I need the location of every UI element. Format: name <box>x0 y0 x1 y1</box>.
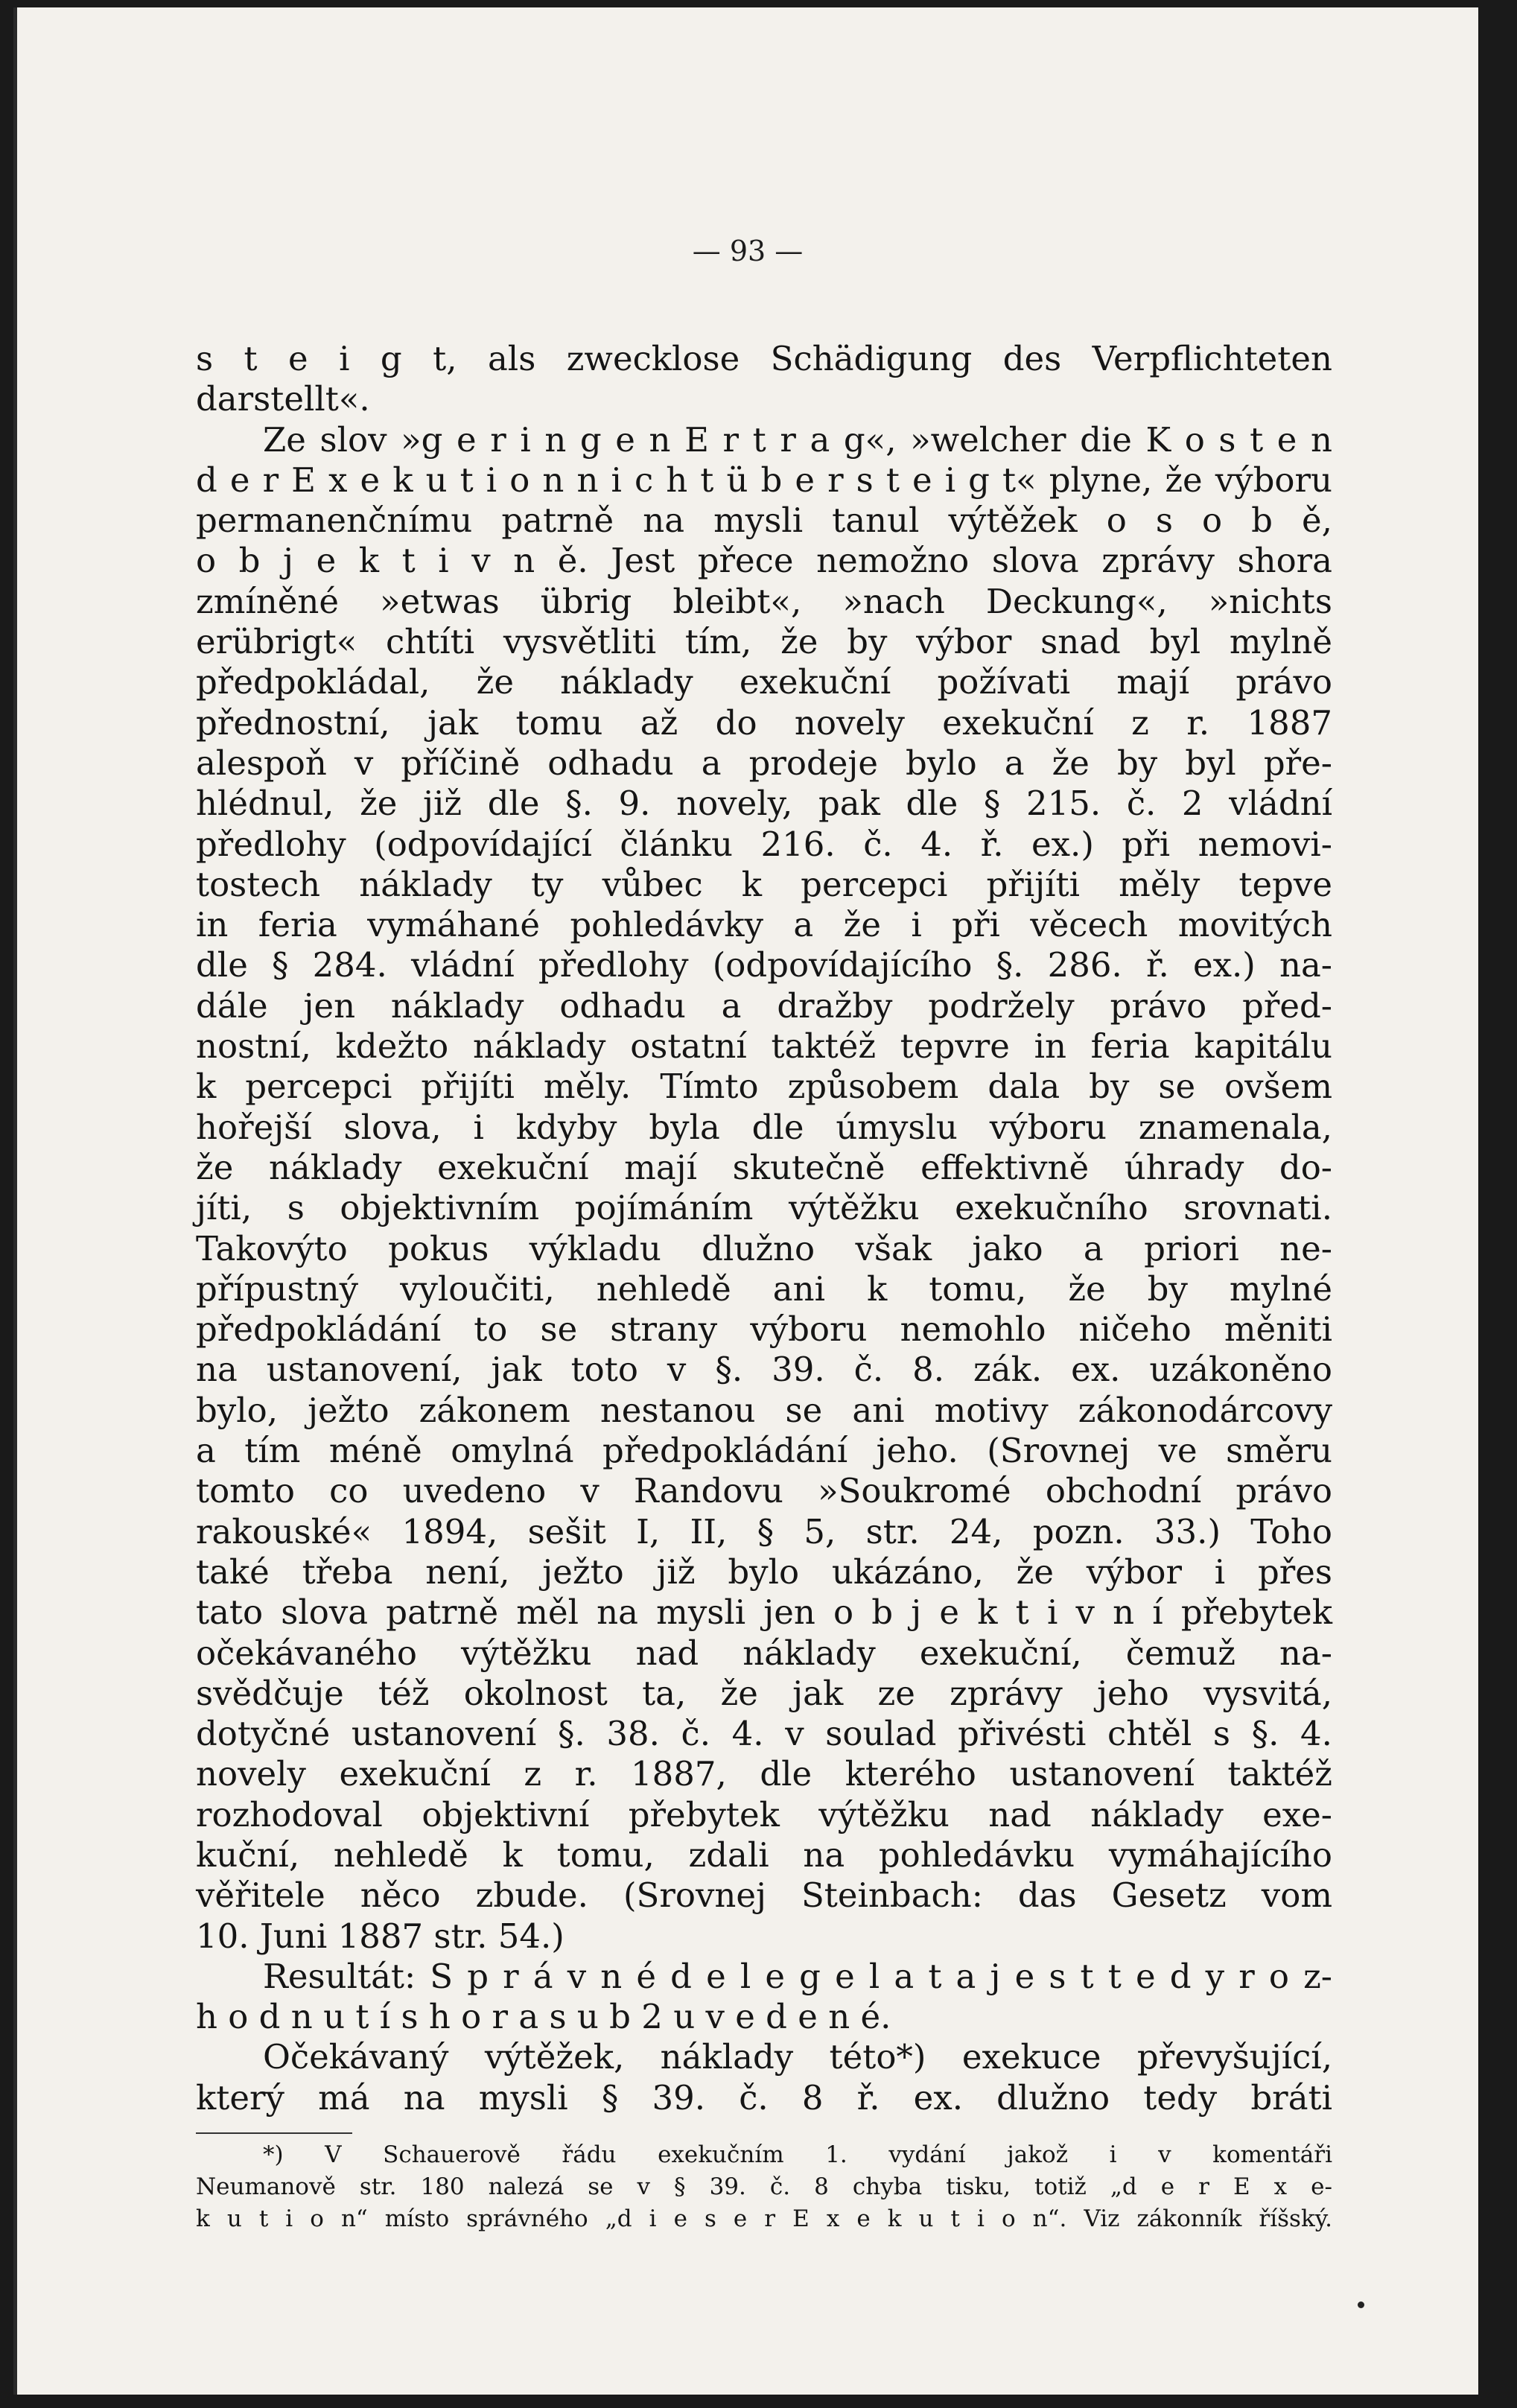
text-line: předlohy (odpovídající článku 216. č. 4. ř. ex.) při nemovi- <box>196 824 1332 864</box>
text-line: přednostní, jak tomu až do novely exekuční z r. 1887 <box>196 702 1332 743</box>
text-line: permanenčnímu patrně na mysli tanul výtěžek o s o b ě, <box>196 501 1332 541</box>
text-line: s t e i g t, als zwecklose Schädigung des Verpflichteten <box>196 339 1332 378</box>
text-line: 10. Juni 1887 str. 54.) <box>196 1916 564 1956</box>
text-line: dále jen náklady odhadu a dražby podržely právo před- <box>196 985 1332 1026</box>
text-line: jíti, s objektivním pojímáním výtěžku exekučního srovnati. <box>196 1188 1332 1228</box>
text-line: zmíněné »etwas übrig bleibt«, »nach Deckung«, »nichts <box>196 581 1332 621</box>
text-line: tato slova patrně měl na mysli jen o b j e k t i v n í přebytek <box>196 1592 1332 1633</box>
text-line: Resultát: S p r á v n é d e l e g e l a t a j e s t t e d y r o z- <box>263 1956 1332 1996</box>
footnote-line: *) V Schauerově řádu exekučním 1. vydání jakož i v komentáři <box>263 2141 1332 2168</box>
text-line: novely exekuční z r. 1887, dle kterého ustanovení taktéž <box>196 1754 1332 1794</box>
footnote-line: Neumanově str. 180 nalezá se v § 39. č. 8 chyba tisku, totiž „d e r E x e- <box>196 2173 1332 2200</box>
text-line: Ze slov »g e r i n g e n E r t r a g«, »welcher die K o s t e n <box>263 419 1332 460</box>
text-line: a tím méně omylná předpokládání jeho. (Srovnej ve směru <box>196 1431 1332 1471</box>
text-line: předpokládal, že náklady exekuční požívati mají právo <box>196 662 1332 702</box>
text-line: že náklady exekuční mají skutečně effektivně úhrady do- <box>196 1147 1332 1187</box>
text-line: darstellt«. <box>196 379 370 419</box>
text-line: erübrigt« chtíti vysvětliti tím, že by výbor snad byl mylně <box>196 622 1332 662</box>
text-line: hořejší slova, i kdyby byla dle úmyslu výboru znamenala, <box>196 1107 1332 1147</box>
text-line: dle § 284. vládní předlohy (odpovídajícího §. 286. ř. ex.) na- <box>196 945 1332 985</box>
page-number: — 93 — <box>692 235 804 267</box>
text-line: na ustanovení, jak toto v §. 39. č. 8. zák. ex. uzákoněno <box>196 1350 1332 1390</box>
text-line: přípustný vyloučiti, nehledě ani k tomu, že by mylné <box>196 1268 1332 1309</box>
text-line: věřitele něco zbude. (Srovnej Steinbach: das Gesetz vom <box>196 1875 1332 1916</box>
text-line: tomto co uvedeno v Randovu »Soukromé obchodní právo <box>196 1471 1332 1511</box>
text-line: který má na mysli § 39. č. 8 ř. ex. dlužno tedy bráti <box>196 2077 1332 2118</box>
scanned-page <box>13 7 1478 2395</box>
text-line: nostní, kdežto náklady ostatní taktéž tepvre in feria kapitálu <box>196 1026 1332 1067</box>
text-line: k percepci přijíti měly. Tímto způsobem dala by se ovšem <box>196 1067 1332 1107</box>
text-line: kuční, nehledě k tomu, zdali na pohledávku vymáhajícího <box>196 1834 1332 1875</box>
text-line: předpokládání to se strany výboru nemohlo ničeho měniti <box>196 1309 1332 1350</box>
text-line: dotyčné ustanovení §. 38. č. 4. v soulad přivésti chtěl s §. 4. <box>196 1714 1332 1754</box>
text-line: o b j e k t i v n ě. Jest přece nemožno slova zprávy shora <box>196 541 1332 581</box>
text-line: očekávaného výtěžku nad náklady exekuční, čemuž na- <box>196 1633 1332 1673</box>
main-text <box>196 339 1332 2118</box>
footnote-line: k u t i o n“ místo správného „d i e s e r E x e k u t i o n“. Viz zákonník říšský. <box>196 2205 1332 2232</box>
text-line: Takovýto pokus výkladu dlužno však jako a priori ne- <box>196 1228 1332 1268</box>
text-line: h o d n u t í s h o r a s u b 2 u v e d e n é. <box>196 1997 891 2037</box>
text-line: bylo, ježto zákonem nestanou se ani motivy zákonodárcovy <box>196 1390 1332 1430</box>
footnote-divider <box>196 2132 352 2134</box>
text-line: d e r E x e k u t i o n n i c h t ü b e r s t e i g t« plyne, že výboru <box>196 460 1332 500</box>
text-line: tostech náklady ty vůbec k percepci přijíti měly tepve <box>196 864 1332 904</box>
text-line: také třeba není, ježto již bylo ukázáno, že výbor i přes <box>196 1551 1332 1592</box>
footnote <box>196 2139 1332 2235</box>
text-line: rakouské« 1894, sešit I, II, § 5, str. 24, pozn. 33.) Toho <box>196 1511 1332 1551</box>
text-line: svědčuje též okolnost ta, že jak ze zprávy jeho vysvitá, <box>196 1673 1332 1713</box>
text-line: Očekávaný výtěžek, náklady této*) exekuce převyšující, <box>263 2037 1332 2077</box>
text-line: rozhodoval objektivní přebytek výtěžku nad náklady exe- <box>196 1794 1332 1834</box>
print-speck <box>1358 2301 1364 2308</box>
text-line: alespoň v příčině odhadu a prodeje bylo a že by byl pře- <box>196 743 1332 783</box>
text-line: in feria vymáhané pohledávky a že i při věcech movitých <box>196 905 1332 945</box>
text-line: hlédnul, že již dle §. 9. novely, pak dle § 215. č. 2 vládní <box>196 784 1332 824</box>
